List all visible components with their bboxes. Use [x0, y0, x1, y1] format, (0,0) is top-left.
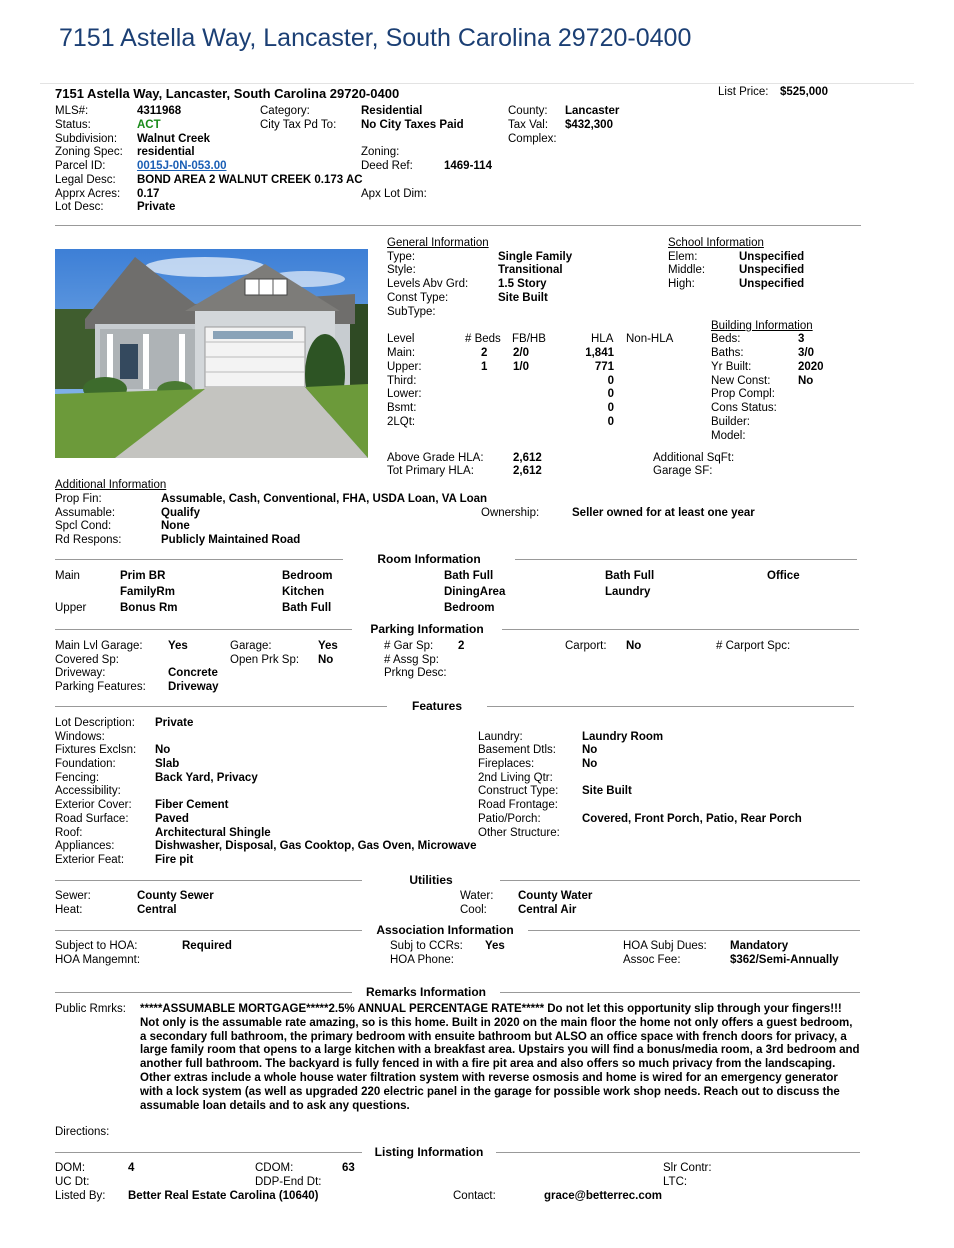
model-label: Model:	[711, 430, 746, 442]
legal-value: BOND AREA 2 WALNUT CREEK 0.173 AC	[137, 174, 363, 186]
beds-label: Beds:	[711, 333, 741, 345]
cool-value: Central Air	[518, 904, 577, 916]
middle-value: Unspecified	[739, 264, 805, 276]
gar-sp-value: 2	[458, 640, 465, 652]
table-row: 2LQt:	[387, 416, 416, 428]
tot-primary-value: 2,612	[513, 465, 542, 477]
feature-value: Covered, Front Porch, Patio, Rear Porch	[582, 813, 802, 825]
feature-label: Windows:	[55, 731, 105, 743]
elem-label: Elem:	[668, 251, 698, 263]
table-cell-hla: 0	[607, 402, 614, 414]
complex-label: Complex:	[508, 133, 557, 145]
county-label: County:	[508, 105, 548, 117]
summary-divider	[55, 225, 861, 226]
hoa-mgmt-label: HOA Mangemnt:	[55, 954, 141, 966]
driveway-label: Driveway:	[55, 667, 106, 679]
high-value: Unspecified	[739, 278, 805, 290]
room-item: Prim BR	[120, 570, 166, 582]
heat-label: Heat:	[55, 904, 83, 916]
sewer-label: Sewer:	[55, 890, 91, 902]
elem-value: Unspecified	[739, 251, 805, 263]
school-info-heading: School Information	[668, 237, 764, 249]
dom-value: 4	[128, 1162, 135, 1174]
above-grade-value: 2,612	[513, 452, 542, 464]
uc-dt-label: UC Dt:	[55, 1176, 90, 1188]
listing-heading: Listing Information	[374, 1145, 484, 1159]
type-label: Type:	[387, 251, 416, 263]
association-divider-right	[528, 930, 860, 931]
rooms-main-label: Main	[55, 570, 80, 582]
tax-val-label: Tax Val:	[508, 119, 549, 131]
additional-sqft-label: Additional SqFt:	[653, 452, 735, 464]
feature-label: Patio/Porch:	[478, 813, 541, 825]
prop-fin-label: Prop Fin:	[55, 493, 102, 505]
assumable-label: Assumable:	[55, 507, 116, 519]
feature-value: Architectural Shingle	[155, 827, 271, 839]
assumable-value: Qualify	[161, 507, 200, 519]
feature-label: Fixtures Exclsn:	[55, 744, 137, 756]
type-value: Single Family	[498, 251, 573, 263]
remarks-divider-left	[55, 992, 352, 993]
driveway-value: Concrete	[168, 667, 218, 679]
utilities-divider-right	[500, 880, 860, 881]
feature-label: Fencing:	[55, 772, 100, 784]
list-price: $525,000	[780, 86, 828, 98]
ddp-end-label: DDP-End Dt:	[255, 1176, 322, 1188]
feature-label: Appliances:	[55, 840, 115, 852]
parking-divider-left	[55, 629, 352, 630]
beds-value: 3	[798, 333, 805, 345]
features-heading: Features	[411, 699, 463, 713]
public-remarks-text: *****ASSUMABLE MORTGAGE*****2.5% ANNUAL PERCENTAGE RATE***** Do not let this opportunity slip through your fingers!!! Not only is the assumable rate amazing, so is this home. Built in 2020 on the main floor the home not only offers a guest bedroom, a secondary full bathroom, the primary bedroom with ensuite bathroom but ALSO an office space with french doors for privacy, a large family room that opens to a large kitchen with a breakfast area. Upstairs you will find a bonus/media room, a 3rd bedroom and another full bathroom. The backyard is fully fenced in with a fire pit area and also offers so much privacy from the landscaping. Other extras include a whole house water filtration system with reverse osmosis and home is wired for an emergency generator with a lock system (as well as upgraded 220 electric panel in the garage for possible work shop needs. Reach out to discuss the assumable loan details and to ask any questions.	[140, 1003, 860, 1112]
listing-address: 7151 Astella Way, Lancaster, South Carolina 29720-0400	[55, 86, 400, 101]
building-info-heading: Building Information	[711, 320, 813, 332]
levels-label: Levels Abv Grd:	[387, 278, 469, 290]
zoning-spec-label: Zoning Spec:	[55, 146, 123, 158]
baths-label: Baths:	[711, 347, 744, 359]
category-value: Residential	[361, 105, 423, 117]
room-item: Laundry	[605, 586, 651, 598]
title-divider	[40, 83, 914, 84]
feature-label: Exterior Feat:	[55, 854, 125, 866]
slr-contr-label: Slr Contr:	[663, 1162, 712, 1174]
feature-value: Fiber Cement	[155, 799, 229, 811]
water-value: County Water	[518, 890, 593, 902]
levels-header-fbhb: FB/HB	[512, 333, 546, 345]
ccr-value: Yes	[485, 940, 505, 952]
style-label: Style:	[387, 264, 416, 276]
spcl-cond-value: None	[161, 520, 190, 532]
const-type-value: Site Built	[498, 292, 548, 304]
ltc-label: LTC:	[663, 1176, 688, 1188]
new-const-label: New Const:	[711, 375, 771, 387]
mls-label: MLS#:	[55, 105, 89, 117]
features-divider-right	[487, 706, 854, 707]
spcl-cond-label: Spcl Cond:	[55, 520, 112, 532]
acres-label: Apprx Acres:	[55, 188, 121, 200]
middle-label: Middle:	[668, 264, 706, 276]
feature-value: Fire pit	[155, 854, 194, 866]
feature-value: No	[582, 744, 598, 756]
carport-label: Carport:	[565, 640, 607, 652]
prop-fin-value: Assumable, Cash, Conventional, FHA, USDA Loan, VA Loan	[161, 493, 488, 505]
association-heading: Association Information	[376, 923, 514, 937]
feature-label: Laundry:	[478, 731, 523, 743]
room-info-heading: Room Information	[377, 552, 481, 566]
directions-label: Directions:	[55, 1126, 110, 1138]
remarks-heading: Remarks Information	[365, 985, 487, 999]
garage-label: Garage:	[230, 640, 272, 652]
room-item: Bath Full	[444, 570, 494, 582]
general-info-heading: General Information	[387, 237, 489, 249]
feature-value: Paved	[155, 813, 189, 825]
zoning-spec-value: residential	[137, 146, 195, 158]
page-title: 7151 Astella Way, Lancaster, South Carolina 29720-0400	[59, 24, 692, 52]
lot-desc-label: Lot Desc:	[55, 201, 104, 213]
table-cell-hla: 1,841	[585, 347, 614, 359]
parking-info-heading: Parking Information	[370, 622, 484, 636]
open-prk-label: Open Prk Sp:	[230, 654, 300, 666]
rooms-divider-left	[55, 559, 343, 560]
cool-label: Cool:	[460, 904, 487, 916]
table-cell-fbhb: 1/0	[513, 361, 529, 373]
table-cell-hla: 0	[607, 416, 614, 428]
open-prk-value: No	[318, 654, 334, 666]
parking-features-label: Parking Features:	[55, 681, 146, 693]
style-value: Transitional	[498, 264, 563, 276]
listed-by-value: Better Real Estate Carolina (10640)	[128, 1190, 319, 1202]
hoa-dues-label: HOA Subj Dues:	[623, 940, 707, 952]
deed-value: 1469-114	[444, 160, 492, 172]
feature-label: Other Structure:	[478, 827, 560, 839]
room-item: Bedroom	[444, 602, 495, 614]
feature-label: Roof:	[55, 827, 83, 839]
table-cell-hla: 0	[607, 388, 614, 400]
prkng-desc-label: Prkng Desc:	[384, 667, 447, 679]
list-price-label: List Price:	[718, 86, 769, 98]
levels-value: 1.5 Story	[498, 278, 547, 290]
table-row: Bsmt:	[387, 402, 417, 414]
hoa-phone-label: HOA Phone:	[390, 954, 454, 966]
table-row: Upper:	[387, 361, 422, 373]
cdom-value: 63	[342, 1162, 355, 1174]
feature-value: Dishwasher, Disposal, Gas Cooktop, Gas Oven, Microwave	[155, 840, 477, 852]
baths-value: 3/0	[798, 347, 814, 359]
feature-label: Basement Dtls:	[478, 744, 556, 756]
room-item: DiningArea	[444, 586, 506, 598]
status-label: Status:	[55, 119, 91, 131]
main-lvl-garage-label: Main Lvl Garage:	[55, 640, 143, 652]
levels-header-beds: # Beds	[465, 333, 501, 345]
table-cell-hla: 771	[594, 361, 614, 373]
subtype-label: SubType:	[387, 306, 436, 318]
listed-by-label: Listed By:	[55, 1190, 106, 1202]
feature-label: 2nd Living Qtr:	[478, 772, 553, 784]
assoc-fee-label: Assoc Fee:	[623, 954, 681, 966]
assoc-fee-value: $362/Semi-Annually	[730, 954, 839, 966]
ownership-value: Seller owned for at least one year	[572, 507, 755, 519]
main-lvl-garage-value: Yes	[168, 640, 188, 652]
feature-label: Fireplaces:	[478, 758, 535, 770]
yr-built-value: 2020	[798, 361, 824, 373]
parcel-link[interactable]: 0015J-0N-053.00	[137, 160, 227, 172]
feature-label: Road Surface:	[55, 813, 129, 825]
feature-label: Lot Description:	[55, 717, 135, 729]
remarks-divider-right	[500, 992, 860, 993]
public-remarks-label: Public Rmrks:	[55, 1003, 126, 1015]
subdivision-label: Subdivision:	[55, 133, 118, 145]
dom-label: DOM:	[55, 1162, 86, 1174]
subdivision-value: Walnut Creek	[137, 133, 211, 145]
contact-label: Contact:	[453, 1190, 496, 1202]
feature-value: No	[155, 744, 171, 756]
const-type-label: Const Type:	[387, 292, 449, 304]
lot-dim-label: Apx Lot Dim:	[361, 188, 427, 200]
levels-header-nonhla: Non-HLA	[626, 333, 674, 345]
feature-label: Foundation:	[55, 758, 116, 770]
features-divider-left	[55, 706, 387, 707]
water-label: Water:	[460, 890, 494, 902]
association-divider-left	[55, 930, 362, 931]
table-row: Lower:	[387, 388, 422, 400]
feature-value: Laundry Room	[582, 731, 664, 743]
status-badge: ACT	[137, 119, 161, 131]
additional-info-heading: Additional Information	[55, 479, 167, 491]
tax-val-value: $432,300	[565, 119, 613, 131]
carport-value: No	[626, 640, 642, 652]
hoa-value: Required	[182, 940, 232, 952]
room-item: Kitchen	[282, 586, 325, 598]
category-label: Category:	[260, 105, 310, 117]
hoa-label: Subject to HOA:	[55, 940, 138, 952]
feature-value: Back Yard, Privacy	[155, 772, 258, 784]
ccr-label: Subj to CCRs:	[390, 940, 463, 952]
parking-divider-right	[502, 629, 859, 630]
rd-respons-value: Publicly Maintained Road	[161, 534, 301, 546]
listing-divider-left	[55, 1152, 362, 1153]
garage-sf-label: Garage SF:	[653, 465, 713, 477]
acres-value: 0.17	[137, 188, 160, 200]
city-tax-label: City Tax Pd To:	[260, 119, 337, 131]
garage-value: Yes	[318, 640, 338, 652]
table-row: Main:	[387, 347, 416, 359]
yr-built-label: Yr Built:	[711, 361, 752, 373]
builder-label: Builder:	[711, 416, 750, 428]
room-item: Bedroom	[282, 570, 333, 582]
county-value: Lancaster	[565, 105, 620, 117]
contact-email[interactable]: grace@betterrec.com	[544, 1190, 662, 1202]
room-item: Bath Full	[605, 570, 655, 582]
feature-label: Exterior Cover:	[55, 799, 132, 811]
cdom-label: CDOM:	[255, 1162, 294, 1174]
rooms-upper-label: Upper	[55, 602, 87, 614]
table-cell-beds: 1	[481, 361, 488, 373]
table-cell-beds: 2	[481, 347, 488, 359]
room-item: Bonus Rm	[120, 602, 178, 614]
deed-label: Deed Ref:	[361, 160, 413, 172]
feature-value: Slab	[155, 758, 180, 770]
heat-value: Central	[137, 904, 177, 916]
feature-value: Private	[155, 717, 194, 729]
assg-sp-label: # Assg Sp:	[384, 654, 439, 666]
feature-value: No	[582, 758, 598, 770]
room-item: Bath Full	[282, 602, 332, 614]
table-cell-hla: 0	[607, 375, 614, 387]
room-item: FamilyRm	[120, 586, 175, 598]
cons-status-label: Cons Status:	[711, 402, 777, 414]
sewer-value: County Sewer	[137, 890, 214, 902]
prop-compl-label: Prop Compl:	[711, 388, 775, 400]
zoning-label: Zoning:	[361, 146, 400, 158]
feature-value: Site Built	[582, 785, 632, 797]
rd-respons-label: Rd Respons:	[55, 534, 122, 546]
feature-label: Road Frontage:	[478, 799, 558, 811]
room-item: Office	[767, 570, 800, 582]
above-grade-label: Above Grade HLA:	[387, 452, 484, 464]
covered-sp-label: Covered Sp:	[55, 654, 119, 666]
high-label: High:	[668, 278, 695, 290]
parcel-label: Parcel ID:	[55, 160, 106, 172]
carport-spc-label: # Carport Spc:	[716, 640, 791, 652]
feature-label: Accessibility:	[55, 785, 121, 797]
listing-divider-right	[496, 1152, 860, 1153]
tot-primary-label: Tot Primary HLA:	[387, 465, 474, 477]
house-photo	[55, 249, 368, 458]
new-const-value: No	[798, 375, 814, 387]
utilities-divider-left	[55, 880, 362, 881]
ownership-label: Ownership:	[481, 507, 540, 519]
levels-header-level: Level	[387, 333, 415, 345]
city-tax-value: No City Taxes Paid	[361, 119, 464, 131]
levels-header-hla: HLA	[591, 333, 614, 345]
lot-desc-value: Private	[137, 201, 176, 213]
table-cell-fbhb: 2/0	[513, 347, 529, 359]
rooms-divider-right	[515, 559, 857, 560]
gar-sp-label: # Gar Sp:	[384, 640, 434, 652]
legal-label: Legal Desc:	[55, 174, 116, 186]
parking-features-value: Driveway	[168, 681, 219, 693]
feature-label: Construct Type:	[478, 785, 559, 797]
hoa-dues-value: Mandatory	[730, 940, 789, 952]
mls-number: 4311968	[137, 105, 182, 117]
table-row: Third:	[387, 375, 417, 387]
utilities-heading: Utilities	[409, 873, 453, 887]
